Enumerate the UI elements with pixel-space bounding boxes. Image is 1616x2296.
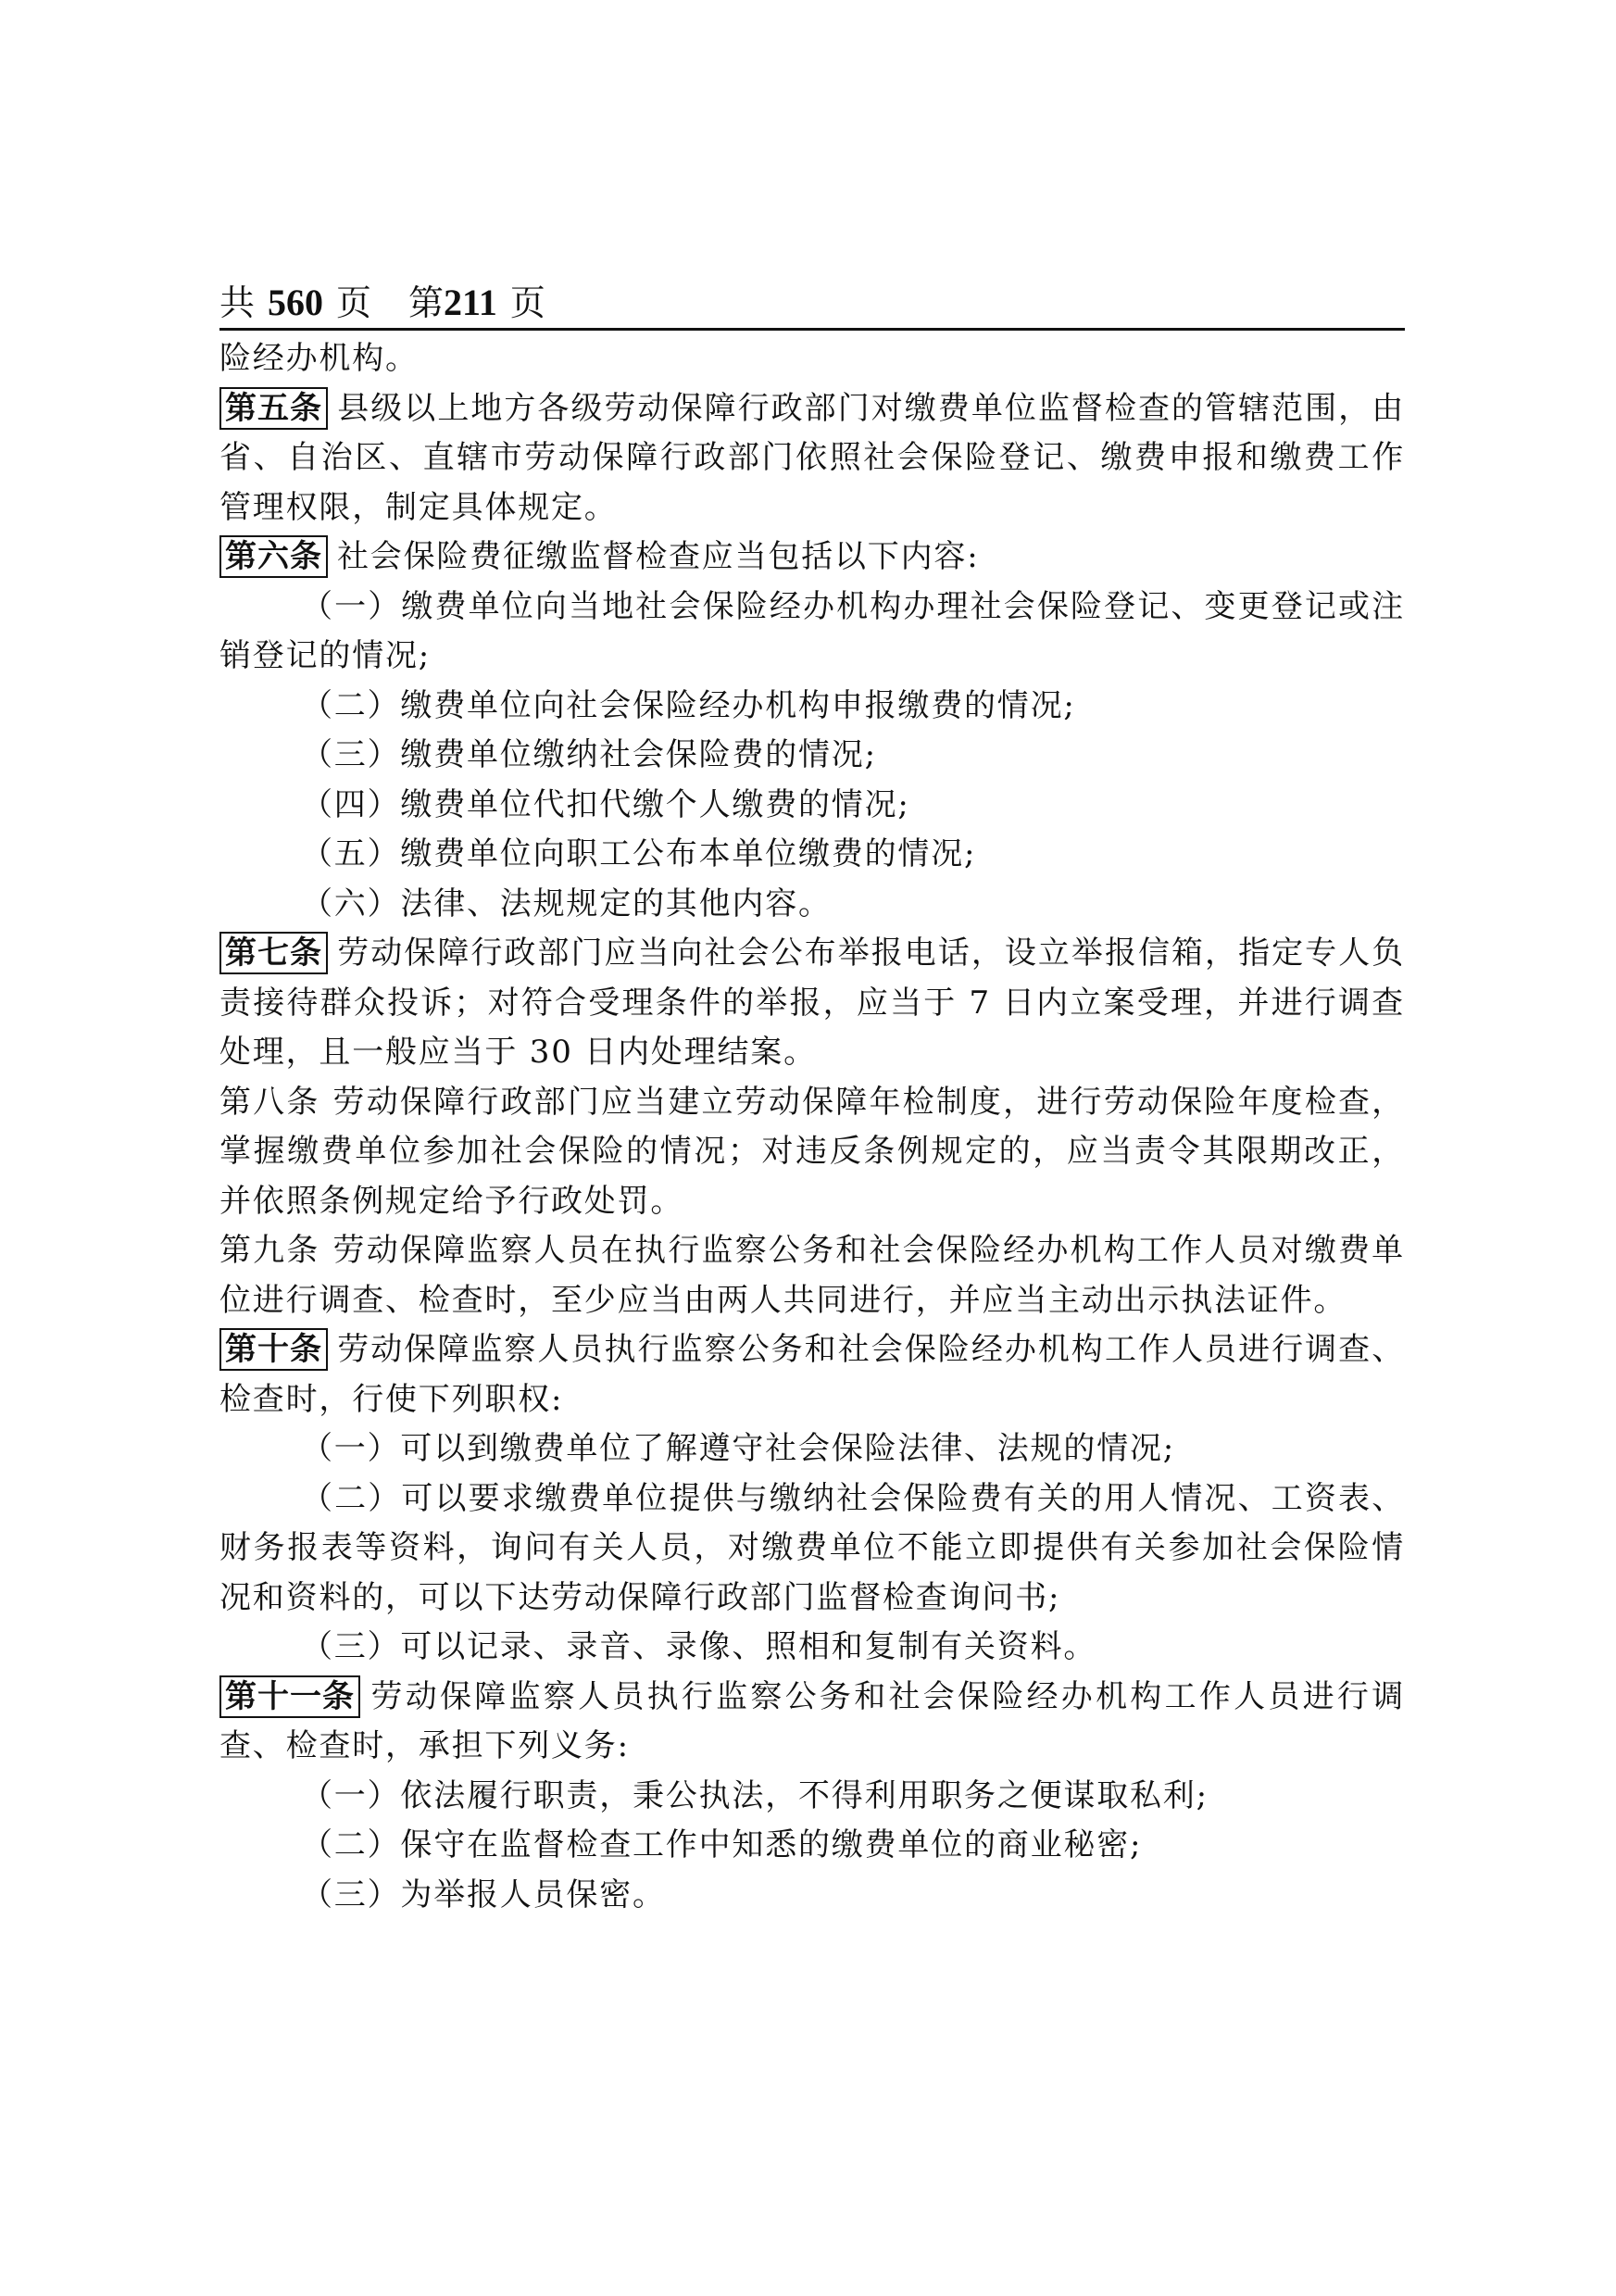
article-number: 第五条 bbox=[219, 387, 328, 430]
paragraph-text: （六）法律、法规规定的其他内容。 bbox=[301, 885, 832, 922]
paragraph-text: 劳动保障监察人员在执行监察公务和社会保险经办机构工作人员对缴费单位进行调查、检查时，至少应当由两人共同进行，并应当主动出示执法证件。 bbox=[219, 1232, 1405, 1319]
paragraph-text: 劳动保障监察人员执行监察公务和社会保险经办机构工作人员进行调查、检查时，行使下列职权: bbox=[219, 1331, 1405, 1418]
paragraph bbox=[219, 880, 1405, 930]
paragraph bbox=[219, 334, 1405, 384]
current-suffix: 页 bbox=[509, 282, 545, 323]
paragraph bbox=[219, 583, 1405, 682]
paragraph-text: （四）缴费单位代扣代缴个人缴费的情况; bbox=[301, 785, 910, 823]
document-body bbox=[219, 334, 1405, 1920]
current-page: 211 bbox=[444, 282, 497, 323]
total-suffix: 页 bbox=[336, 282, 372, 323]
paragraph-text: 险经办机构。 bbox=[219, 340, 419, 377]
paragraph-text: 县级以上地方各级劳动保障行政部门对缴费单位监督检查的管辖范围，由省、自治区、直辖市劳动保障行政部门依照社会保险登记、缴费申报和缴费工作管理权限，制定具体规定。 bbox=[219, 389, 1405, 526]
article-paragraph bbox=[219, 1078, 1405, 1227]
paragraph-text: 劳动保障监察人员执行监察公务和社会保险经办机构工作人员进行调查、检查时，承担下列义务: bbox=[219, 1677, 1405, 1764]
article-number: 第八条 bbox=[219, 1083, 320, 1121]
article-number: 第十一条 bbox=[219, 1675, 360, 1718]
article-number: 第七条 bbox=[219, 932, 328, 974]
paragraph-text: （二）缴费单位向社会保险经办机构申报缴费的情况; bbox=[301, 686, 1076, 724]
article-paragraph bbox=[219, 1325, 1405, 1424]
paragraph bbox=[219, 1623, 1405, 1673]
paragraph-text: 劳动保障行政部门应当向社会公布举报电话，设立举报信箱，指定专人负责接待群众投诉；对符合受理条件的举报，应当于 7 日内立案受理，并进行调查处理，且一般应当于 30 日内处理结案。 bbox=[219, 935, 1405, 1071]
paragraph-text: （一）缴费单位向当地社会保险经办机构办理社会保险登记、变更登记或注销登记的情况; bbox=[219, 587, 1405, 674]
paragraph bbox=[219, 1772, 1405, 1822]
article-number: 第十条 bbox=[219, 1328, 328, 1371]
paragraph bbox=[219, 1821, 1405, 1871]
paragraph bbox=[219, 731, 1405, 781]
paragraph bbox=[219, 830, 1405, 880]
paragraph-text: （一）依法履行职责，秉公执法，不得利用职务之便谋取私利; bbox=[301, 1776, 1209, 1814]
article-paragraph bbox=[219, 929, 1405, 1078]
article-number: 第六条 bbox=[219, 535, 328, 578]
paragraph-text: （三）可以记录、录音、录像、照相和复制有关资料。 bbox=[301, 1628, 1097, 1665]
paragraph-text: （三）缴费单位缴纳社会保险费的情况; bbox=[301, 736, 877, 773]
article-paragraph bbox=[219, 533, 1405, 583]
total-pages: 560 bbox=[268, 282, 324, 323]
paragraph-text: （二）可以要求缴费单位提供与缴纳社会保险费有关的用人情况、工资表、财务报表等资料，询问有关人员，对缴费单位不能立即提供有关参加社会保险情况和资料的，可以下达劳动保障行政部门监督检查询问书; bbox=[219, 1479, 1405, 1616]
document-page bbox=[219, 280, 1405, 1920]
total-prefix: 共 bbox=[219, 282, 256, 323]
current-prefix: 第 bbox=[408, 282, 445, 323]
paragraph bbox=[219, 682, 1405, 732]
article-number: 第九条 bbox=[219, 1232, 320, 1269]
paragraph-text: 劳动保障行政部门应当建立劳动保障年检制度，进行劳动保险年度检查，掌握缴费单位参加社会保险的情况；对违反条例规定的，应当责令其限期改正，并依照条例规定给予行政处罚。 bbox=[219, 1083, 1405, 1220]
page-header bbox=[219, 280, 1405, 331]
paragraph-text: （二）保守在监督检查工作中知悉的缴费单位的商业秘密; bbox=[301, 1826, 1143, 1863]
article-paragraph bbox=[219, 1226, 1405, 1325]
article-paragraph bbox=[219, 1673, 1405, 1772]
paragraph-text: （五）缴费单位向职工公布本单位缴费的情况; bbox=[301, 835, 977, 872]
paragraph-text: （一）可以到缴费单位了解遵守社会保险法律、法规的情况; bbox=[301, 1430, 1176, 1467]
paragraph bbox=[219, 1871, 1405, 1921]
paragraph-text: 社会保险费征缴监督检查应当包括以下内容: bbox=[337, 538, 980, 575]
paragraph bbox=[219, 781, 1405, 831]
paragraph bbox=[219, 1424, 1405, 1474]
article-paragraph bbox=[219, 384, 1405, 533]
paragraph-text: （三）为举报人员保密。 bbox=[301, 1876, 666, 1913]
paragraph bbox=[219, 1474, 1405, 1624]
